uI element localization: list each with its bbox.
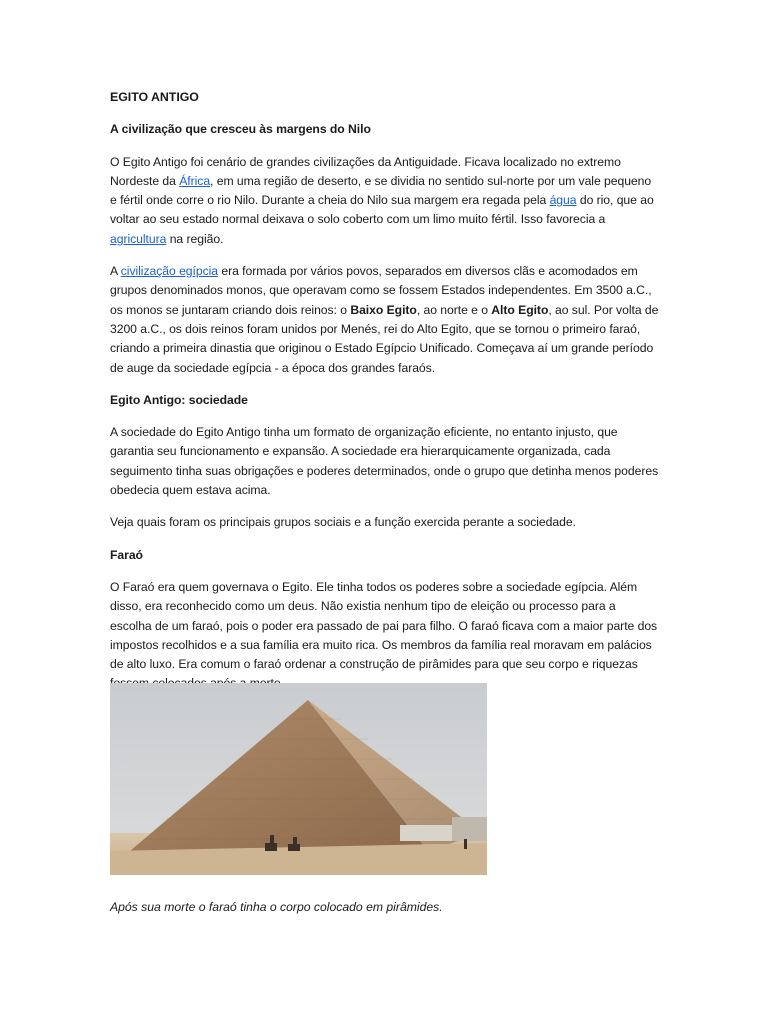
- pyramid-illustration: [110, 683, 487, 875]
- paragraph-civilization: [110, 262, 660, 378]
- paragraph-farao: O Faraó era quem governava o Egito. Ele tinha todos os poderes sobre a sociedade egípcia. Além disso, era reconhecido como um deus. Não existia nenhum tipo de eleição ou processo para a escolha de um faraó, pois o poder era passado de pai para filho. O faraó ficava com a maior parte dos impostos recolhidos e a sua família era muito rica. Os membros da família real moravam em palácios de alto luxo. Era comum o faraó ordenar a construção de pirâmides para que seu corpo e riquezas: [110, 579, 658, 672]
- text-span: , em uma região de deserto, e se dividia no sentido sul-norte por um vale pequeno e fértil onde corre o rio Nilo. Durante a cheia do Nilo sua margem era regada pela: [110, 173, 652, 208]
- document-subtitle: A civilização que cresceu às margens do Nilo: [110, 122, 371, 137]
- link-agua[interactable]: água: [549, 193, 577, 208]
- document-title: EGITO ANTIGO: [110, 90, 199, 104]
- link-agricultura[interactable]: agricultura: [110, 231, 167, 246]
- paragraph-groups: Veja quais foram os principais grupos sociais e a função exercida perante a sociedade.: [110, 515, 576, 530]
- link-civilizacao-egipcia[interactable]: civilização egípcia: [120, 264, 219, 279]
- paragraph-society: A sociedade do Egito Antigo tinha um formato de organização eficiente, no entanto injusto, que garantia seu funcionamento e expansão. A sociedade era hierarquicamente organizada, cada seguimento tinha suas obrigações e poderes determinados, onde o grupo que detinha menos poderes obedecia quem estava acima.: [110, 425, 659, 498]
- bold-baixo-egito: Baixo Egito: [350, 302, 417, 317]
- text-span: O Egito Antigo foi cenário de grandes civilizações da Antiguidade. Ficava localizado no extremo Nordeste da: [110, 154, 621, 188]
- paragraph-intro: [110, 153, 660, 249]
- heading-society: Egito Antigo: sociedade: [110, 392, 248, 407]
- text-span: A: [110, 264, 121, 279]
- text-span: do rio, que ao voltar ao seu estado normal deixava o solo coberto com um limo muito fértil. Isso favorecia a: [110, 193, 654, 227]
- bold-alto-egito: Alto Egito: [491, 302, 549, 317]
- heading-farao: Faraó: [110, 547, 143, 562]
- text-span: , ao sul. Por volta de 3200 a.C., os dois reinos foram unidos por Menés, rei do Alto Egito, que se tornou o primeiro faraó, criando a primeira dinastia que originou o Estado Egípcio Unificado. Começava aí um grande período de auge da sociedade egípcia - a época dos grandes faraós.: [110, 302, 659, 375]
- link-africa[interactable]: África: [179, 173, 211, 188]
- text-span: , ao norte e o: [416, 302, 492, 317]
- pyramid-image: [110, 683, 487, 875]
- image-caption: Após sua morte o faraó tinha o corpo colocado em pirâmides.: [110, 900, 443, 915]
- text-span: na região.: [166, 231, 224, 246]
- text-span: era formada por vários povos, separados em diversos clãs e acomodados em grupos denominados monos, que operavam como se fossem Estados independentes. Em 3500 a.C., os monos se juntaram criando dois reinos: o: [110, 264, 652, 317]
- document-body: [110, 88, 660, 707]
